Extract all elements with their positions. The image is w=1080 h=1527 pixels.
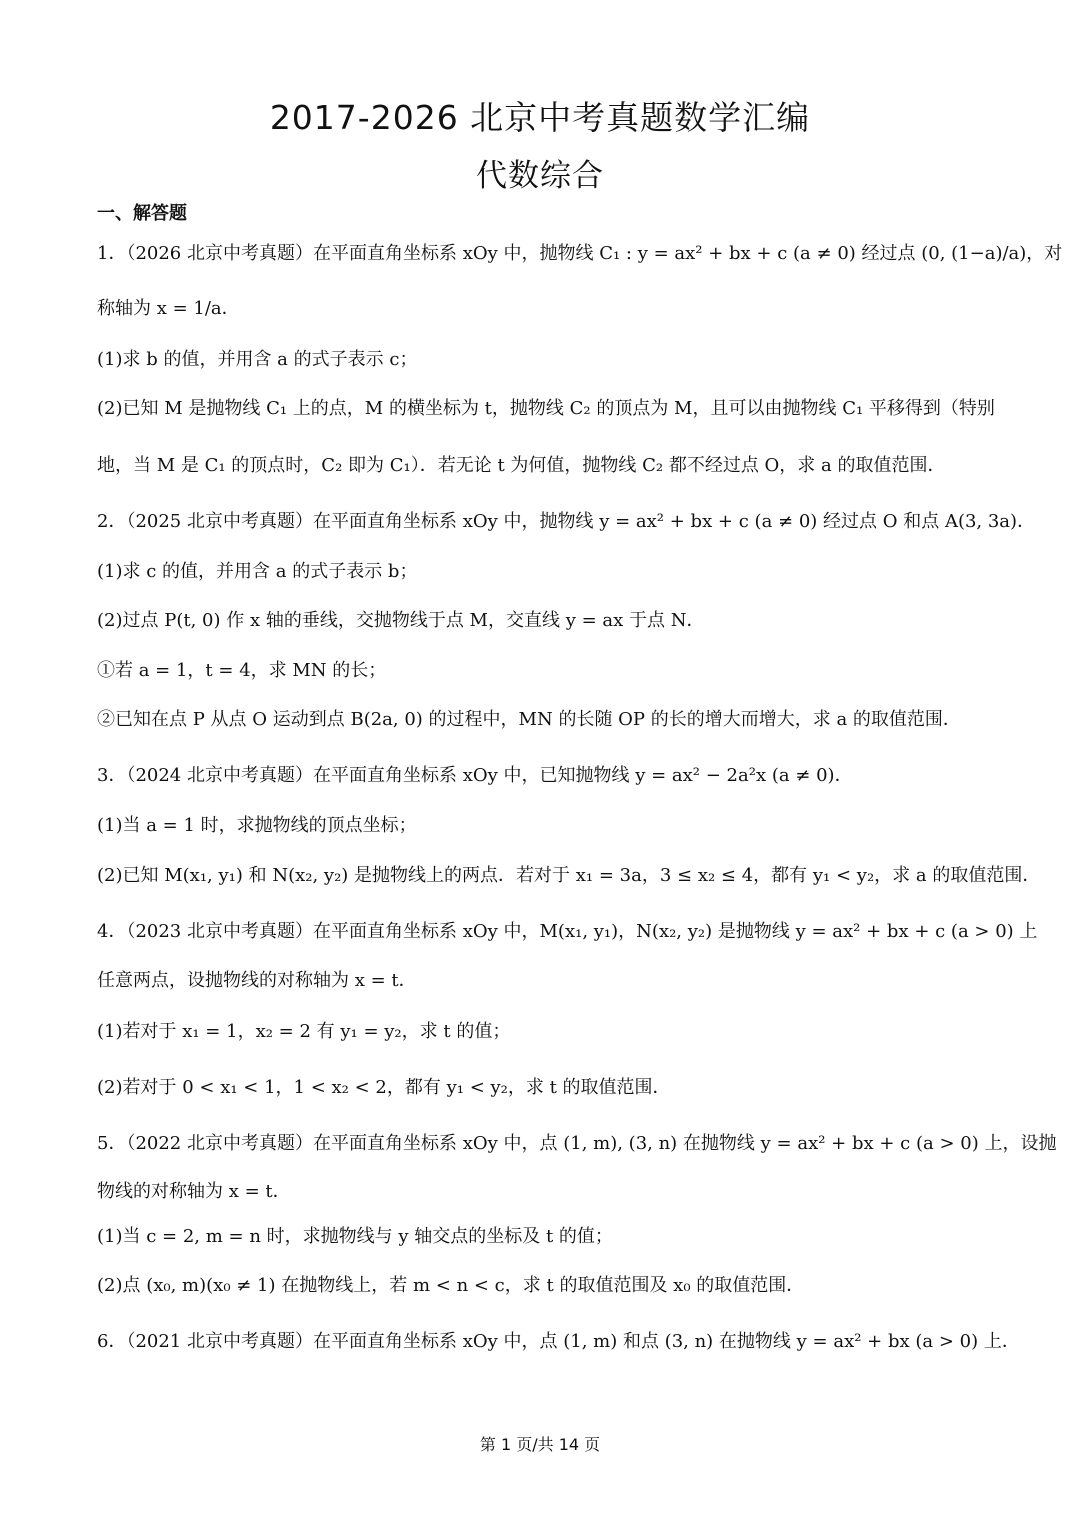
- text-line: (1)当 a = 1 时，求抛物线的顶点坐标；: [97, 815, 417, 836]
- text-line: 地，当 M 是 C₁ 的顶点时，C₂ 即为 C₁）．若无论 t 为何值，抛物线 C₂ 都不经过点 O，求 a 的取值范围．: [97, 455, 946, 476]
- document-title: 2017-2026 北京中考真题数学汇编: [269, 98, 811, 137]
- text-line: 物线的对称轴为 x = t．: [97, 1181, 291, 1202]
- text-line: 2．（2025 北京中考真题）在平面直角坐标系 xOy 中，抛物线 y = ax² + bx + c (a ≠ 0) 经过点 O 和点 A(3, 3a)．: [97, 511, 1036, 532]
- text-line: (1)求 b 的值，并用含 a 的式子表示 c；: [97, 349, 418, 370]
- text-line: 任意两点，设抛物线的对称轴为 x = t．: [97, 970, 417, 991]
- text-line: (2)过点 P(t, 0) 作 x 轴的垂线，交抛物线于点 M，交直线 y = ax 于点 N．: [97, 610, 705, 631]
- text-line: 5．（2022 北京中考真题）在平面直角坐标系 xOy 中，点 (1, m), (3, n) 在抛物线 y = ax² + bx + c (a > 0) 上，设抛: [97, 1133, 1057, 1154]
- section-heading: 一、解答题: [97, 203, 187, 224]
- text-line: 4．（2023 北京中考真题）在平面直角坐标系 xOy 中，M(x₁, y₁)，N(x₂, y₂) 是抛物线 y = ax² + bx + c (a > 0) 上: [97, 921, 1038, 942]
- text-line: ①若 a = 1，t = 4，求 MN 的长；: [97, 660, 387, 681]
- page-footer: 第 1 页/共 14 页: [479, 1435, 601, 1454]
- text-line: ②已知在点 P 从点 O 运动到点 B(2a, 0) 的过程中，MN 的长随 OP 的长的增大而增大，求 a 的取值范围．: [97, 709, 961, 730]
- text-line: (2)点 (x₀, m)(x₀ ≠ 1) 在抛物线上，若 m < n < c，求 t 的取值范围及 x₀ 的取值范围．: [97, 1275, 805, 1296]
- text-line: 称轴为 x = 1/a．: [97, 298, 240, 319]
- text-line: (1)当 c = 2, m = n 时，求抛物线与 y 轴交点的坐标及 t 的值；: [97, 1226, 613, 1247]
- document-subtitle: 代数综合: [476, 158, 604, 194]
- text-line: 3．（2024 北京中考真题）在平面直角坐标系 xOy 中，已知抛物线 y = ax² − 2a²x (a ≠ 0)．: [97, 765, 853, 786]
- text-line: (2)已知 M(x₁, y₁) 和 N(x₂, y₂) 是抛物线上的两点．若对于 x₁ = 3a，3 ≤ x₂ ≤ 4，都有 y₁ < y₂，求 a 的取值范围．: [97, 865, 1041, 886]
- text-line: (2)若对于 0 < x₁ < 1，1 < x₂ < 2，都有 y₁ < y₂，求 t 的取值范围．: [97, 1077, 671, 1098]
- text-line: (1)若对于 x₁ = 1，x₂ = 2 有 y₁ = y₂，求 t 的值；: [97, 1021, 511, 1042]
- text-line: 1．（2026 北京中考真题）在平面直角坐标系 xOy 中，抛物线 C₁ : y = ax² + bx + c (a ≠ 0) 经过点 (0, (1−a)/a)，对: [97, 243, 1063, 264]
- text-line: 6．（2021 北京中考真题）在平面直角坐标系 xOy 中，点 (1, m) 和点 (3, n) 在抛物线 y = ax² + bx (a > 0) 上．: [97, 1331, 1020, 1352]
- text-line: (2)已知 M 是抛物线 C₁ 上的点，M 的横坐标为 t，抛物线 C₂ 的顶点为 M，且可以由抛物线 C₁ 平移得到（特别: [97, 398, 995, 419]
- text-line: (1)求 c 的值，并用含 a 的式子表示 b；: [97, 561, 418, 582]
